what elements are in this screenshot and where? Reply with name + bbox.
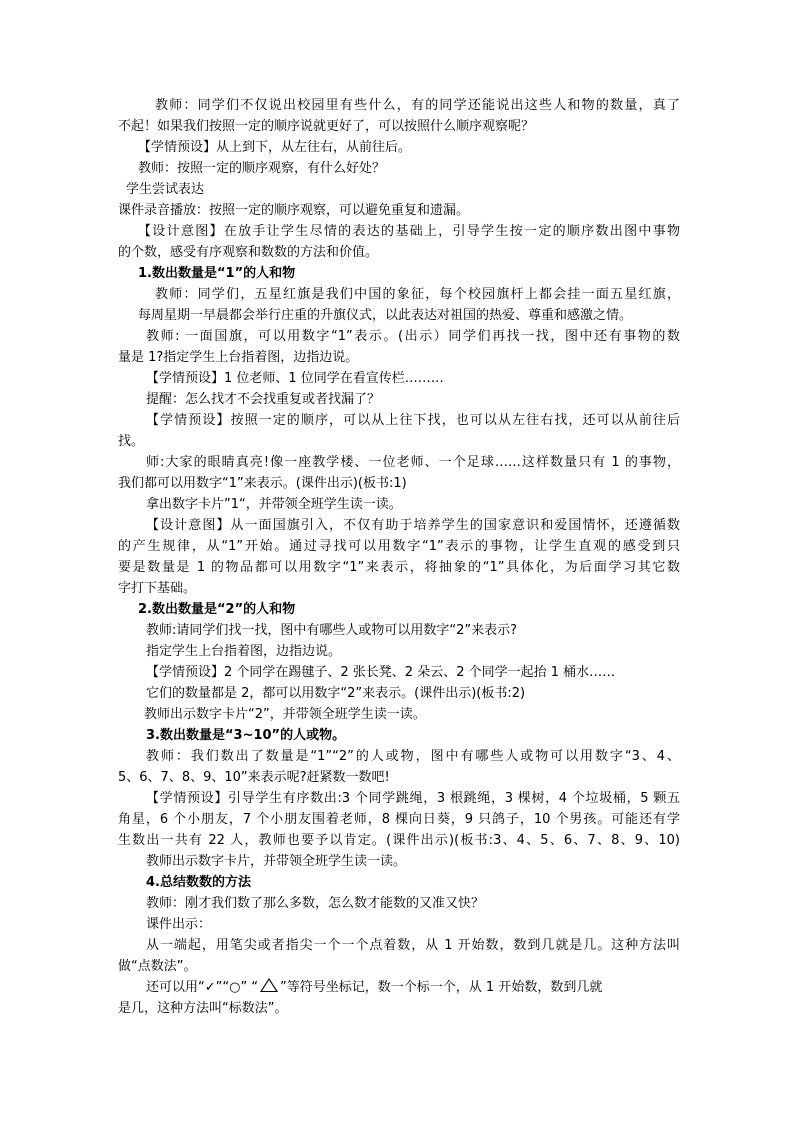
text-line: 学生尝试表达	[126, 182, 205, 197]
text-line: 找。	[118, 434, 145, 449]
text-line: 要是数量是 1 的物品都可以用数字“1”来表示，将抽象的“1”具体化，为后面学习其它数	[118, 560, 680, 575]
text-line: 【学情预设】按照一定的顺序，可以从上往下找，也可以从左往右找，还可以从前往后	[146, 413, 680, 428]
text-line: 的个数，感受有序观察和数数的方法和价值。	[118, 245, 379, 260]
text-line: 课件出示：	[146, 917, 212, 932]
text-line: 的产生规律，从“1”开始。通过寻找可以用数字“1”表示的事物，让学生直观的感受到只	[118, 539, 680, 554]
text-segment: 还可以用“✓”“○” “	[146, 980, 259, 995]
text-segment: ”等符号坐标记，数一个标一个，从 1 开始数，数到几就	[280, 980, 603, 995]
text-line: 课件录音播放：按照一定的顺序观察，可以避免重复和遗漏。	[118, 203, 470, 218]
section-heading: 1.数出数量是“1”的人和物	[138, 266, 296, 281]
text-line: 角星，6 个小朋友，7 个小朋友围着老师，8 棵向日葵，9 只鸽子，10 个男孩。可能还有学	[118, 812, 680, 827]
text-line: 教师：我们数出了数量是“1”“2”的人或物，图中有哪些人或物可以用数字“3、4、	[146, 749, 680, 764]
text-line: 【学情预设】引导学生有序数出:3 个同学跳绳，3 根跳绳，3 棵树，4 个垃圾桶，5 颗五	[146, 791, 680, 806]
text-line: 从一端起，用笔尖或者指尖一个一个点着数，从 1 开始数，数到几就是几。这种方法叫	[146, 938, 680, 953]
text-line: 教师: 一面国旗，可以用数字“1”表示。(出示）同学们再找一找，图中还有事物的数	[146, 329, 680, 344]
section-heading: 3.数出数量是“3~10”的人或物。	[146, 728, 346, 743]
text-line: 教师：同学们，五星红旗是我们中国的象征，每个校园旗杆上都会挂一面五星红旗，	[155, 287, 680, 302]
triangle-icon	[260, 978, 278, 992]
text-line: 【设计意图】在放手让学生尽情的表达的基础上，引导学生按一定的顺序数出图中事物	[138, 224, 680, 239]
text-line: 字打下基础。	[118, 581, 197, 596]
text-line: 【学情预设】2 个同学在踢毽子、2 张长凳、2 朵云、2 个同学一起抬 1 桶水……	[146, 665, 616, 680]
text-line: 【设计意图】从一面国旗引入，不仅有助于培养学生的国家意识和爱国情怀，还遵循数	[146, 518, 680, 533]
text-line: 它们的数量都是 2，都可以用数字“2”来表示。(课件出示)(板书:2)	[146, 686, 526, 701]
section-heading: 2.数出数量是“2”的人和物	[138, 602, 296, 617]
text-line: 我们都可以用数字“1”来表示。(课件出示)(板书:1)	[118, 476, 407, 491]
text-line: 做“点数法”。	[118, 959, 197, 974]
text-line: 5、6、7、8、9、10”来表示呢?赶紧数一数吧!	[118, 770, 390, 785]
document-page	[118, 95, 680, 1019]
text-line: 生数出一共有 22 人，教师也要予以肯定。(课件出示)(板书:3、4、5、6、7、8、9、10)	[118, 833, 680, 848]
text-line: 教师:请同学们找一找，图中有哪些人或物可以用数字“2”来表示?	[146, 623, 518, 638]
text-line: 不起！如果我们按照一定的顺序说就更好了，可以按照什么顺序观察呢？	[118, 119, 535, 134]
text-line: 师:大家的眼睛真亮!像一座教学楼、一位老师、一个足球……这样数量只有 1 的事物，	[146, 455, 680, 470]
text-line: 【学情预设】从上到下，从左往右，从前往后。	[138, 140, 412, 155]
text-line: 教师出示数字卡片“2”，并带领全班学生读一读。	[144, 707, 426, 722]
text-line: 量是 1?指定学生上台指着图，边指边说。	[118, 350, 359, 365]
text-line: 教师：同学们不仅说出校园里有些什么，有的同学还能说出这些人和物的数量，真了	[155, 98, 680, 113]
text-line	[118, 977, 680, 998]
section-heading: 4.总结数数的方法	[146, 875, 251, 890]
text-line: 拿出数字卡片”1“，并带领全班学生读一读。	[146, 497, 402, 512]
text-line: 教师出示数字卡片，并带领全班学生读一读。	[146, 854, 407, 869]
text-line: 指定学生上台指着图，边指边说。	[146, 644, 342, 659]
text-line: 提醒：怎么找才不会找重复或者找漏了？	[146, 392, 381, 407]
text-line: 每周星期一早晨都会举行庄重的升旗仪式，以此表达对祖国的热爱、尊重和感激之情。	[138, 308, 633, 323]
text-line: 教师：刚才我们数了那么多数，怎么数才能数的又准又快？	[146, 896, 485, 911]
text-line: 教师：按照一定的顺序观察，有什么好处？	[138, 161, 386, 176]
text-line: 是几，这种方法叫“标数法”。	[118, 1001, 288, 1016]
text-line: 【学情预设】1 位老师、1 位同学在看宣传栏………	[146, 371, 444, 386]
